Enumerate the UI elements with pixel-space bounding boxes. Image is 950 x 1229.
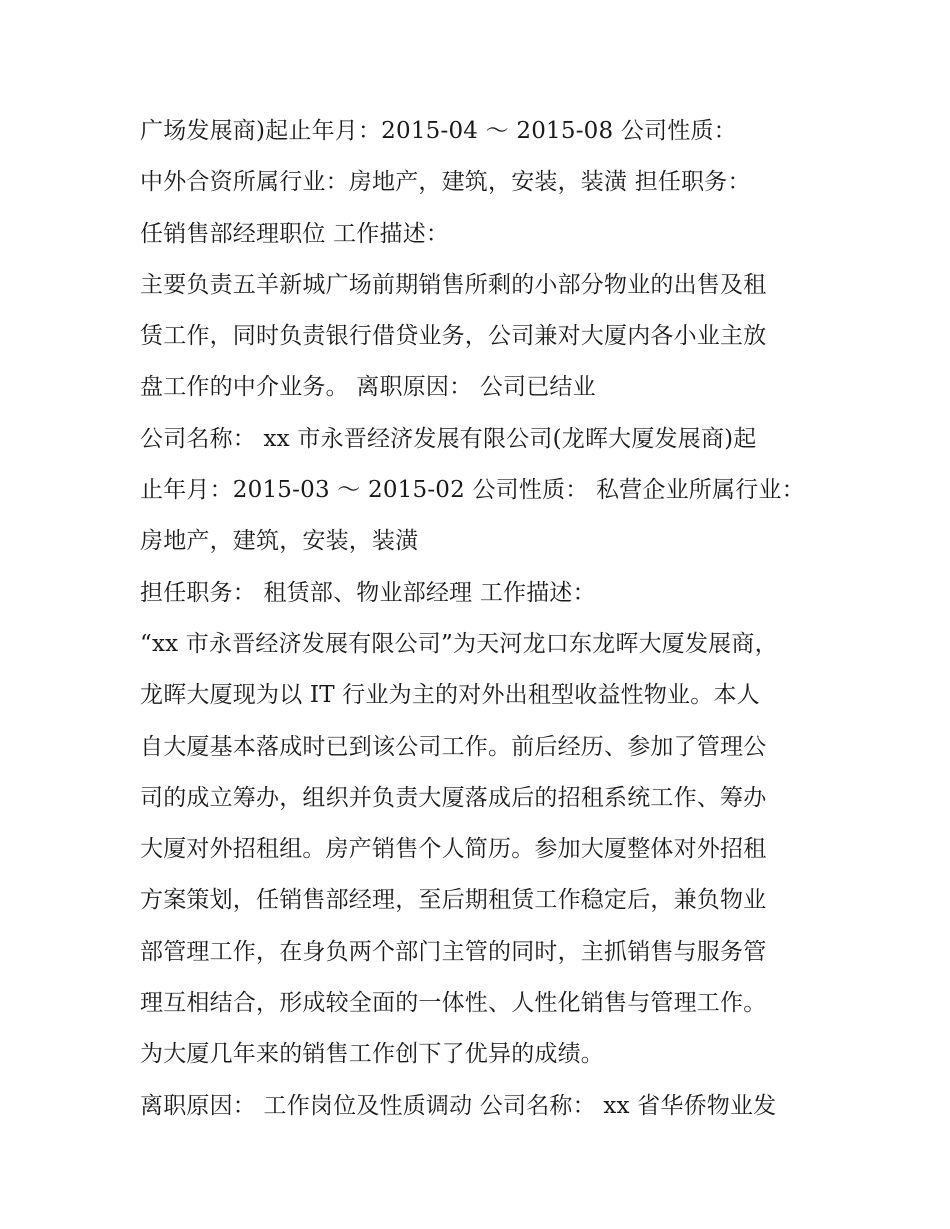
text-line: 房地产，建筑，安装，装潢 [140,528,419,555]
text-line: “xx 市永晋经济发展有限公司”为天河龙口东龙晖大厦发展商， [140,630,778,657]
text-line: 自大厦基本落成时已到该公司工作。前后经历、参加了管理公 [140,733,767,760]
text-line: 止年月：2015-03 ～ 2015-02 公司性质： 私营企业所属行业： [140,477,805,504]
text-line: 任销售部经理职位 工作描述： [140,220,450,247]
text-line: 主要负责五羊新城广场前期销售所剩的小部分物业的出售及租 [140,271,767,298]
text-line: 理互相结合，形成较全面的一体性、人性化销售与管理工作。 [140,990,767,1017]
text-line: 为大厦几年来的销售工作创下了优异的成绩。 [140,1041,604,1068]
text-line: 盘工作的中介业务。 离职原因： 公司已结业 [140,374,596,401]
text-line: 方案策划，任销售部经理，至后期租赁工作稳定后，兼负物业 [140,887,767,914]
text-line: 龙晖大厦现为以 IT 行业为主的对外出租型收益性物业。本人 [140,682,760,709]
text-line: 大厦对外招租组。房产销售个人简历。参加大厦整体对外招租 [140,836,767,863]
text-line: 赁工作，同时负责银行借贷业务，公司兼对大厦内各小业主放 [140,323,767,350]
text-line: 离职原因： 工作岗位及性质调动 公司名称： xx 省华侨物业发 [140,1092,777,1119]
text-line: 司的成立筹办，组织并负责大厦落成后的招租系统工作、筹办 [140,784,767,811]
text-line: 部管理工作，在身负两个部门主管的同时，主抓销售与服务管 [140,938,767,965]
text-line: 中外合资所属行业：房地产，建筑，安装，装潢 担任职务： [140,169,751,196]
document-body [140,106,820,1132]
text-line: 公司名称： xx 市永晋经济发展有限公司(龙晖大厦发展商)起 [140,425,757,452]
text-line: 广场发展商)起止年月：2015-04 ～ 2015-08 公司性质： [140,118,737,144]
text-line: 担任职务： 租赁部、物业部经理 工作描述： [140,579,596,606]
